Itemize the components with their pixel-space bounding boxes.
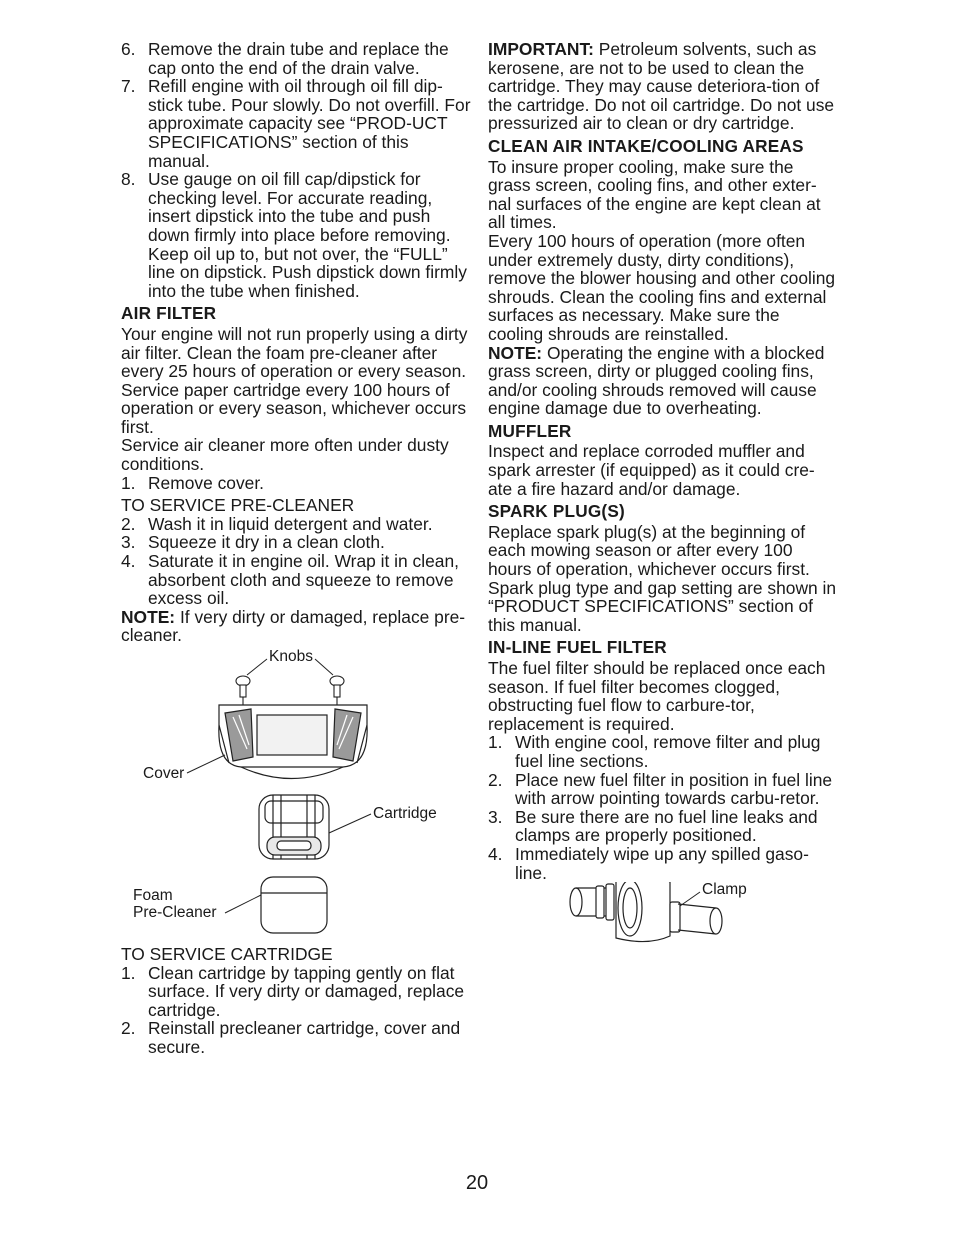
pre-cleaner-note <box>121 608 473 645</box>
step-text: Immediately wipe up any spilled gaso-line. <box>515 843 809 883</box>
air-filter-paragraph-dusty: Service air cleaner more often under dusty conditions. <box>121 435 449 475</box>
cartridge-label: Cartridge <box>373 805 437 822</box>
list-item <box>121 533 473 552</box>
cartridge-steps <box>121 964 473 1057</box>
clean-air-paragraph: To insure proper cooling, make sure the grass screen, cooling fins, and other exter-nal surfaces of the engine are kept clean at all times. <box>488 156 821 233</box>
step-number: 2. <box>121 513 136 534</box>
list-item <box>121 40 473 77</box>
air-filter-heading: AIR FILTER <box>121 303 217 324</box>
fuel-filter-figure <box>488 882 788 962</box>
list-item <box>121 515 473 534</box>
step-text: Remove the drain tube and replace the cap onto the end of the drain valve. <box>148 39 449 78</box>
step-text: Place new fuel filter in position in fuel line with arrow pointing towards carbu-retor. <box>515 769 833 809</box>
step-text: Reinstall precleaner cartridge, cover and secure. <box>148 1018 461 1057</box>
list-item <box>121 964 473 1020</box>
oil-steps-list <box>121 40 473 300</box>
pre-cleaner-label: Pre-Cleaner <box>133 904 217 921</box>
note-text: If very dirty or damaged, replace pre-cleaner. <box>121 606 466 646</box>
knobs-label: Knobs <box>269 648 313 665</box>
page-number: 20 <box>465 1172 489 1194</box>
step-number: 7. <box>121 76 136 97</box>
clean-air-paragraph-hours: Every 100 hours of operation (more often under extremely dusty, dirty conditions), remove the blower housing and other cooling shrouds. Clean the cooling fins and external surfaces as necessary. Make sure the cooling shrouds are reinstalled. <box>488 230 836 344</box>
step-number: 3. <box>488 806 503 827</box>
step-text: Be sure there are no fuel line leaks and clamps are properly positioned. <box>515 806 818 846</box>
spark-plug-heading: SPARK PLUG(S) <box>488 501 625 522</box>
important-note <box>488 40 838 133</box>
fuel-filter-heading: IN-LINE FUEL FILTER <box>488 637 667 658</box>
cartridge-icon <box>259 795 329 859</box>
list-item <box>121 474 473 493</box>
note-text: Operating the engine with a blocked grass screen, dirty or plugged cooling fins, and/or cooling shrouds removed will cause engine damage due to overheating. <box>488 342 825 419</box>
list-item <box>488 771 838 808</box>
list-item <box>488 808 838 845</box>
list-item <box>488 733 838 770</box>
spark-plug-paragraph: Replace spark plug(s) at the beginning of each mowing season or after every 100 hours of operation, whichever occurs first. Spark plug type and gap setting are shown in “PRODUCT SPECIFICATIONS” section of this manual. <box>488 521 837 635</box>
cover-label: Cover <box>143 765 185 782</box>
fuel-filter-icon <box>570 882 722 942</box>
note-label: NOTE: <box>121 606 176 627</box>
important-text: Petroleum solvents, such as kerosene, are not to be used to clean the cartridge. They may cause deteriora-tion of the cartridge. Do not oil cartridge. Do not use pressurized air to clean or dry cartridge. <box>488 39 835 134</box>
step-number: 6. <box>121 39 136 59</box>
pre-cleaner-steps <box>121 515 473 608</box>
step-number: 1. <box>488 732 503 753</box>
list-item <box>121 170 473 300</box>
air-filter-figure <box>121 645 461 945</box>
clean-air-note <box>488 344 838 418</box>
list-item <box>488 845 838 882</box>
step-number: 2. <box>121 1018 136 1039</box>
step-number: 4. <box>488 843 503 864</box>
step-text: Remove cover. <box>148 472 264 493</box>
right-column <box>488 40 838 962</box>
step-number: 4. <box>121 551 136 572</box>
step-number: 1. <box>121 962 136 983</box>
air-filter-paragraph: Your engine will not run properly using a dirty air filter. Clean the foam pre-cleaner after every 25 hours of operation or every season. Service paper cartridge every 100 hours of operation or every season, whichever occurs first. <box>121 323 468 437</box>
fuel-filter-steps <box>488 733 838 882</box>
step-text: Wash it in liquid detergent and water. <box>148 513 433 534</box>
list-item <box>121 77 473 170</box>
remove-cover-list <box>121 474 473 493</box>
clamp-label: Clamp <box>702 882 747 899</box>
cover-icon <box>219 705 367 779</box>
step-text: Use gauge on oil fill cap/dipstick for checking level. For accurate reading, insert dipstick into the tube and push down firmly into place before removing. Keep oil up to, but not over, the “FULL” line on dipstick. Push dipstick down firmly into the tube when finished. <box>148 169 467 301</box>
step-number: 1. <box>121 472 136 493</box>
cartridge-heading: TO SERVICE CARTRIDGE <box>121 944 333 964</box>
note-label: NOTE: <box>488 342 543 363</box>
important-label: IMPORTANT: <box>488 39 594 59</box>
step-text: Saturate it in engine oil. Wrap it in clean, absorbent cloth and squeeze to remove excess oil. <box>148 551 459 609</box>
pre-cleaner-heading: TO SERVICE PRE-CLEANER <box>121 495 355 516</box>
clean-air-heading: CLEAN AIR INTAKE/COOLING AREAS <box>488 135 804 156</box>
knob-left-icon <box>236 676 250 705</box>
muffler-paragraph: Inspect and replace corroded muffler and spark arrester (if equipped) as it could cre-ate a fire hazard and/or damage. <box>488 441 815 499</box>
step-number: 2. <box>488 769 503 790</box>
foam-label: Foam <box>133 887 173 904</box>
fuel-filter-paragraph: The fuel filter should be replaced once each season. If fuel filter becomes clogged, obstructing fuel flow to carbure-tor, replacement is required. <box>488 658 826 734</box>
knob-right-icon <box>330 676 344 705</box>
muffler-heading: MUFFLER <box>488 420 572 441</box>
step-text: With engine cool, remove filter and plug fuel line sections. <box>515 732 821 771</box>
list-item <box>121 552 473 608</box>
left-column <box>121 40 473 1057</box>
step-text: Refill engine with oil through oil fill dip-stick tube. Pour slowly. Do not overfill. For approximate capacity see “PROD-UCT SPECIFICATIONS” section of this manual. <box>148 76 471 171</box>
step-text: Clean cartridge by tapping gently on flat surface. If very dirty or damaged, replace cartridge. <box>148 962 465 1020</box>
list-item <box>121 1019 473 1056</box>
step-number: 8. <box>121 169 136 190</box>
step-number: 3. <box>121 532 136 553</box>
foam-pre-cleaner-icon <box>261 877 327 933</box>
step-text: Squeeze it dry in a clean cloth. <box>148 532 385 553</box>
